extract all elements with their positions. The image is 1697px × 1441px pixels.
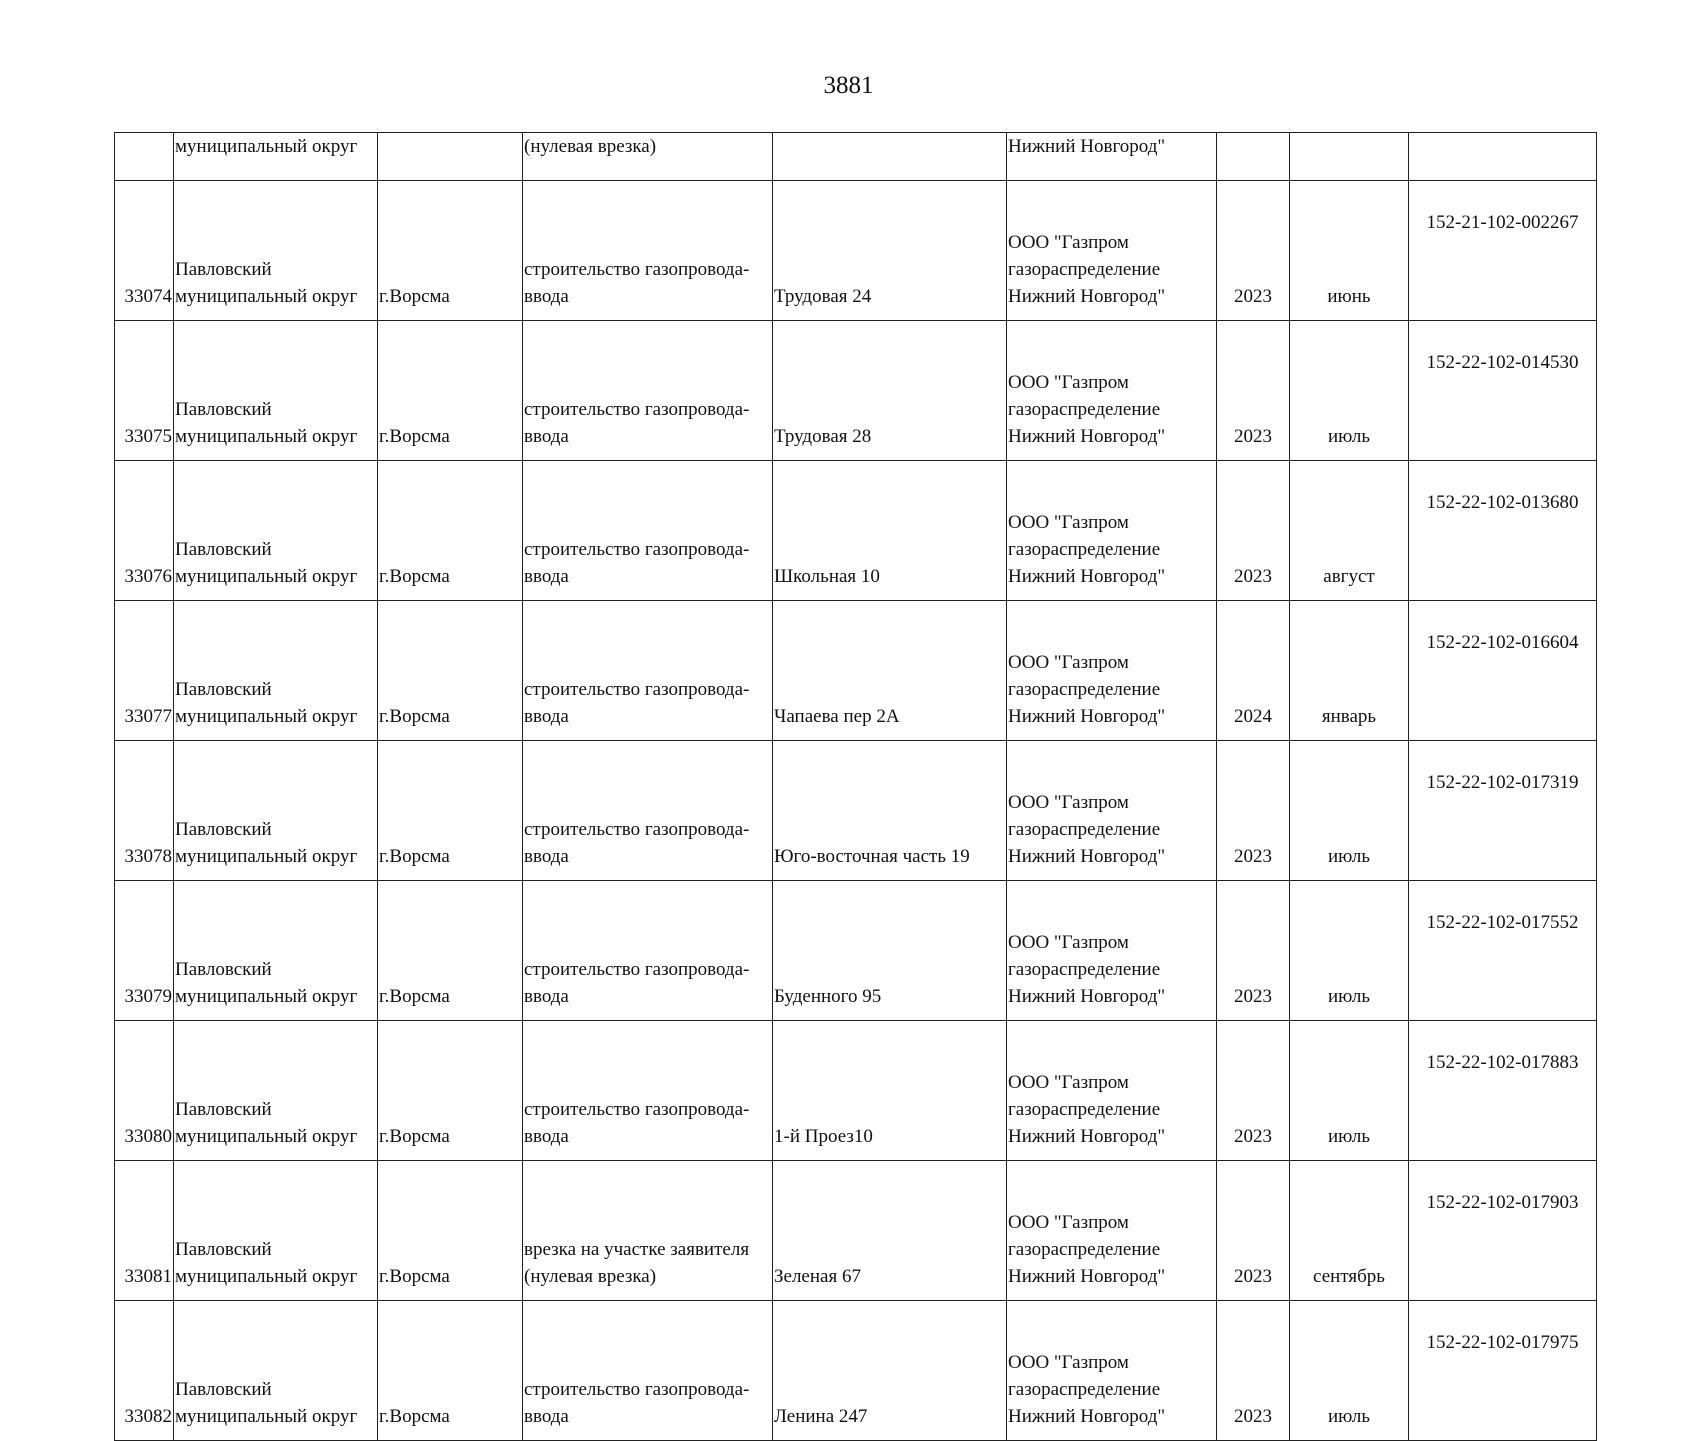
cell-num: 33082 xyxy=(115,1301,174,1441)
cell-org-line: газораспределение xyxy=(1008,259,1161,280)
cell-work: (нулевая врезка) xyxy=(523,133,773,181)
cell-work-line: ввода xyxy=(524,566,569,587)
table-row xyxy=(115,1161,1597,1301)
cell-work-line: (нулевая врезка) xyxy=(524,1266,657,1287)
cell-code: 152-22-102-017319 xyxy=(1409,741,1597,881)
cell-org xyxy=(1007,881,1217,1021)
cell-org-line: ООО "Газпром xyxy=(1008,512,1129,533)
cell-num xyxy=(115,133,174,181)
cell-num: 33074 xyxy=(115,181,174,321)
cell-org-line: ООО "Газпром xyxy=(1008,1212,1129,1233)
cell-address: Школьная 10 xyxy=(773,461,1007,601)
cell-address: Юго-восточная часть 19 xyxy=(773,741,1007,881)
table-row xyxy=(115,741,1597,881)
cell-code: 152-22-102-017552 xyxy=(1409,881,1597,1021)
cell-org-line: ООО "Газпром xyxy=(1008,652,1129,673)
cell-org-line: ООО "Газпром xyxy=(1008,792,1129,813)
cell-work xyxy=(523,741,773,881)
cell-org-line: Нижний Новгород" xyxy=(1008,426,1166,447)
cell-year: 2023 xyxy=(1217,1021,1290,1161)
cell-work-line: строительство газопровода- xyxy=(524,679,750,700)
table-row xyxy=(115,881,1597,1021)
cell-city: г.Ворсма xyxy=(378,181,523,321)
cell-org xyxy=(1007,461,1217,601)
cell-year: 2024 xyxy=(1217,601,1290,741)
cell-org-line: газораспределение xyxy=(1008,959,1161,980)
cell-month xyxy=(1290,133,1409,181)
cell-work xyxy=(523,461,773,601)
cell-district-line: Павловский xyxy=(175,1239,272,1260)
cell-code: 152-22-102-017883 xyxy=(1409,1021,1597,1161)
cell-org-line: ООО "Газпром xyxy=(1008,1072,1129,1093)
cell-city: г.Ворсма xyxy=(378,601,523,741)
cell-work xyxy=(523,881,773,1021)
cell-num: 33077 xyxy=(115,601,174,741)
cell-code: 152-22-102-014530 xyxy=(1409,321,1597,461)
cell-month: август xyxy=(1290,461,1409,601)
cell-org-line: газораспределение xyxy=(1008,1239,1161,1260)
cell-district-line: муниципальный округ xyxy=(175,1126,358,1147)
cell-work-line: строительство газопровода- xyxy=(524,539,750,560)
cell-month: июль xyxy=(1290,1301,1409,1441)
cell-district-line: Павловский xyxy=(175,959,272,980)
cell-district-line: муниципальный округ xyxy=(175,706,358,727)
cell-work xyxy=(523,181,773,321)
cell-code: 152-21-102-002267 xyxy=(1409,181,1597,321)
cell-org-line: Нижний Новгород" xyxy=(1008,706,1166,727)
cell-year: 2023 xyxy=(1217,321,1290,461)
cell-work-line: ввода xyxy=(524,1126,569,1147)
cell-district xyxy=(174,461,378,601)
cell-year: 2023 xyxy=(1217,741,1290,881)
cell-district-line: муниципальный округ xyxy=(175,986,358,1007)
cell-org-line: Нижний Новгород" xyxy=(1008,986,1166,1007)
cell-work xyxy=(523,601,773,741)
cell-org xyxy=(1007,601,1217,741)
cell-month: июль xyxy=(1290,741,1409,881)
cell-month: июль xyxy=(1290,1021,1409,1161)
cell-address: Ленина 247 xyxy=(773,1301,1007,1441)
cell-year: 2023 xyxy=(1217,181,1290,321)
gas-connection-table xyxy=(114,132,1597,1441)
cell-address: Зеленая 67 xyxy=(773,1161,1007,1301)
cell-district-line: Павловский xyxy=(175,399,272,420)
cell-city: г.Ворсма xyxy=(378,1021,523,1161)
cell-work-line: ввода xyxy=(524,986,569,1007)
cell-district-line: муниципальный округ xyxy=(175,286,358,307)
cell-org xyxy=(1007,1301,1217,1441)
cell-city: г.Ворсма xyxy=(378,881,523,1021)
cell-work-line: ввода xyxy=(524,846,569,867)
cell-work xyxy=(523,1021,773,1161)
cell-district xyxy=(174,1161,378,1301)
cell-org-line: ООО "Газпром xyxy=(1008,372,1129,393)
cell-work xyxy=(523,1161,773,1301)
page-number: 3881 xyxy=(823,72,874,99)
cell-org-line: ООО "Газпром xyxy=(1008,232,1129,253)
cell-city: г.Ворсма xyxy=(378,741,523,881)
cell-district xyxy=(174,881,378,1021)
cell-work-line: строительство газопровода- xyxy=(524,819,750,840)
cell-district-line: муниципальный округ xyxy=(175,1406,358,1427)
cell-month: сентябрь xyxy=(1290,1161,1409,1301)
cell-work-line: строительство газопровода- xyxy=(524,1099,750,1120)
cell-org-line: Нижний Новгород" xyxy=(1008,1266,1166,1287)
cell-district xyxy=(174,321,378,461)
cell-num: 33079 xyxy=(115,881,174,1021)
cell-num: 33076 xyxy=(115,461,174,601)
table-row xyxy=(115,601,1597,741)
cell-month: июнь xyxy=(1290,181,1409,321)
cell-code: 152-22-102-017903 xyxy=(1409,1161,1597,1301)
cell-district-line: Павловский xyxy=(175,679,272,700)
cell-year: 2023 xyxy=(1217,881,1290,1021)
cell-address: 1-й Проез10 xyxy=(773,1021,1007,1161)
cell-year: 2023 xyxy=(1217,1301,1290,1441)
cell-address: Трудовая 28 xyxy=(773,321,1007,461)
cell-org-line: Нижний Новгород" xyxy=(1008,566,1166,587)
cell-num: 33081 xyxy=(115,1161,174,1301)
cell-work-line: ввода xyxy=(524,426,569,447)
cell-work xyxy=(523,1301,773,1441)
cell-year xyxy=(1217,133,1290,181)
cell-district-line: муниципальный округ xyxy=(175,846,358,867)
cell-district: муниципальный округ xyxy=(174,133,378,181)
cell-org-line: газораспределение xyxy=(1008,679,1161,700)
cell-year: 2023 xyxy=(1217,1161,1290,1301)
cell-address xyxy=(773,133,1007,181)
cell-work-line: строительство газопровода- xyxy=(524,399,750,420)
cell-org-line: Нижний Новгород" xyxy=(1008,846,1166,867)
cell-org-line: газораспределение xyxy=(1008,1099,1161,1120)
cell-address: Буденного 95 xyxy=(773,881,1007,1021)
cell-district-line: Павловский xyxy=(175,259,272,280)
cell-work-line: врезка на участке заявителя xyxy=(524,1239,750,1260)
cell-district-line: Павловский xyxy=(175,819,272,840)
cell-district-line: Павловский xyxy=(175,1099,272,1120)
cell-org xyxy=(1007,321,1217,461)
cell-org xyxy=(1007,181,1217,321)
table-row xyxy=(115,1021,1597,1161)
cell-org-line: Нижний Новгород" xyxy=(1008,1126,1166,1147)
cell-code: 152-22-102-017975 xyxy=(1409,1301,1597,1441)
cell-district xyxy=(174,181,378,321)
cell-work-line: строительство газопровода- xyxy=(524,959,750,980)
cell-district xyxy=(174,1021,378,1161)
cell-org-line: Нижний Новгород" xyxy=(1008,1406,1166,1427)
cell-org-line: газораспределение xyxy=(1008,399,1161,420)
cell-city: г.Ворсма xyxy=(378,1301,523,1441)
cell-city: г.Ворсма xyxy=(378,321,523,461)
cell-month: январь xyxy=(1290,601,1409,741)
table-row xyxy=(115,461,1597,601)
cell-org-line: Нижний Новгород" xyxy=(1008,286,1166,307)
table-row-continuation xyxy=(115,133,1597,181)
table-row xyxy=(115,181,1597,321)
cell-org-line: газораспределение xyxy=(1008,819,1161,840)
cell-month: июль xyxy=(1290,321,1409,461)
cell-city xyxy=(378,133,523,181)
cell-org: Нижний Новгород" xyxy=(1007,133,1217,181)
cell-code xyxy=(1409,133,1597,181)
cell-district-line: Павловский xyxy=(175,539,272,560)
table-row xyxy=(115,321,1597,461)
cell-org-line: газораспределение xyxy=(1008,539,1161,560)
cell-work-line: ввода xyxy=(524,1406,569,1427)
cell-month: июль xyxy=(1290,881,1409,1021)
cell-org-line: газораспределение xyxy=(1008,1379,1161,1400)
cell-district-line: муниципальный округ xyxy=(175,426,358,447)
cell-code: 152-22-102-013680 xyxy=(1409,461,1597,601)
cell-work-line: ввода xyxy=(524,706,569,727)
cell-district xyxy=(174,1301,378,1441)
cell-work-line: строительство газопровода- xyxy=(524,259,750,280)
cell-district xyxy=(174,741,378,881)
cell-work xyxy=(523,321,773,461)
cell-code: 152-22-102-016604 xyxy=(1409,601,1597,741)
cell-address: Трудовая 24 xyxy=(773,181,1007,321)
cell-city: г.Ворсма xyxy=(378,461,523,601)
cell-year: 2023 xyxy=(1217,461,1290,601)
cell-district-line: Павловский xyxy=(175,1379,272,1400)
cell-work-line: ввода xyxy=(524,286,569,307)
cell-org-line: ООО "Газпром xyxy=(1008,1352,1129,1373)
table-row xyxy=(115,1301,1597,1441)
cell-num: 33075 xyxy=(115,321,174,461)
cell-district-line: муниципальный округ xyxy=(175,1266,358,1287)
cell-num: 33080 xyxy=(115,1021,174,1161)
cell-org-line: ООО "Газпром xyxy=(1008,932,1129,953)
cell-district-line: муниципальный округ xyxy=(175,566,358,587)
cell-city: г.Ворсма xyxy=(378,1161,523,1301)
cell-district xyxy=(174,601,378,741)
cell-num: 33078 xyxy=(115,741,174,881)
cell-work-line: строительство газопровода- xyxy=(524,1379,750,1400)
cell-org xyxy=(1007,741,1217,881)
cell-org xyxy=(1007,1161,1217,1301)
cell-org xyxy=(1007,1021,1217,1161)
cell-address: Чапаева пер 2А xyxy=(773,601,1007,741)
